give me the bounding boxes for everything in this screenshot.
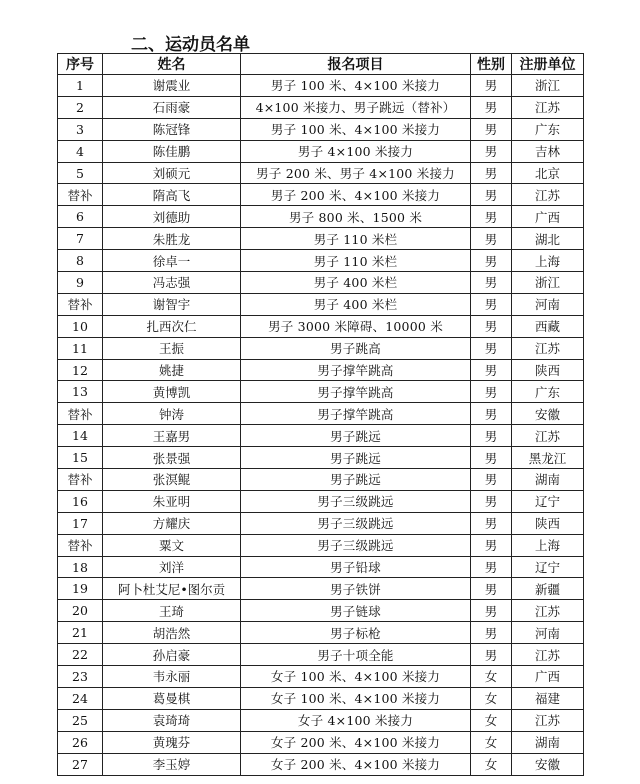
cell-name: 阿卜杜艾尼•图尔贡 (103, 578, 241, 600)
cell-unit: 广东 (512, 118, 584, 140)
cell-number: 19 (58, 578, 103, 600)
cell-event: 男子 800 米、1500 米 (241, 206, 471, 228)
cell-sex: 女 (471, 753, 512, 775)
cell-number: 17 (58, 512, 103, 534)
section-title: 二、运动员名单 (131, 35, 250, 55)
cell-event: 男子三级跳远 (241, 512, 471, 534)
cell-sex: 男 (471, 490, 512, 512)
cell-event: 男子 400 米栏 (241, 293, 471, 315)
cell-unit: 江苏 (512, 96, 584, 118)
cell-sex: 男 (471, 272, 512, 294)
cell-name: 王嘉男 (103, 425, 241, 447)
cell-number: 3 (58, 118, 103, 140)
cell-name: 王振 (103, 337, 241, 359)
cell-number: 9 (58, 272, 103, 294)
table-row (58, 272, 584, 294)
cell-sex: 男 (471, 184, 512, 206)
cell-name: 孙启豪 (103, 644, 241, 666)
cell-event: 男子 110 米栏 (241, 250, 471, 272)
cell-number: 25 (58, 709, 103, 731)
cell-event: 女子 100 米、4×100 米接力 (241, 666, 471, 688)
cell-sex: 男 (471, 118, 512, 140)
cell-sex: 男 (471, 206, 512, 228)
table-row (58, 184, 584, 206)
cell-unit: 新疆 (512, 578, 584, 600)
cell-event: 男子撑竿跳高 (241, 381, 471, 403)
cell-unit: 湖北 (512, 228, 584, 250)
cell-name: 粟文 (103, 534, 241, 556)
cell-name: 冯志强 (103, 272, 241, 294)
cell-event: 女子 200 米、4×100 米接力 (241, 753, 471, 775)
cell-event: 女子 200 米、4×100 米接力 (241, 731, 471, 753)
cell-name: 朱亚明 (103, 490, 241, 512)
cell-sex: 女 (471, 709, 512, 731)
table-row (58, 578, 584, 600)
table-row (58, 534, 584, 556)
table-row (58, 293, 584, 315)
table-row (58, 250, 584, 272)
cell-event: 女子 4×100 米接力 (241, 709, 471, 731)
cell-event: 男子 200 米、男子 4×100 米接力 (241, 162, 471, 184)
cell-event: 男子 100 米、4×100 米接力 (241, 75, 471, 97)
cell-name: 陈冠锋 (103, 118, 241, 140)
cell-sex: 男 (471, 469, 512, 491)
cell-unit: 广西 (512, 666, 584, 688)
cell-sex: 男 (471, 96, 512, 118)
cell-number: 替补 (58, 403, 103, 425)
table-row (58, 118, 584, 140)
cell-sex: 男 (471, 403, 512, 425)
table-row (58, 731, 584, 753)
cell-number: 10 (58, 315, 103, 337)
cell-event: 男子跳远 (241, 425, 471, 447)
cell-event: 男子 200 米、4×100 米接力 (241, 184, 471, 206)
table-row (58, 644, 584, 666)
cell-unit: 江苏 (512, 644, 584, 666)
cell-number: 18 (58, 556, 103, 578)
cell-number: 1 (58, 75, 103, 97)
cell-name: 徐卓一 (103, 250, 241, 272)
cell-sex: 男 (471, 140, 512, 162)
cell-sex: 女 (471, 666, 512, 688)
cell-unit: 北京 (512, 162, 584, 184)
cell-number: 2 (58, 96, 103, 118)
cell-name: 钟涛 (103, 403, 241, 425)
table-row (58, 337, 584, 359)
cell-event: 男子 3000 米障碍、10000 米 (241, 315, 471, 337)
cell-sex: 男 (471, 250, 512, 272)
cell-event: 男子 400 米栏 (241, 272, 471, 294)
cell-name: 方耀庆 (103, 512, 241, 534)
table-row (58, 490, 584, 512)
cell-unit: 江苏 (512, 600, 584, 622)
cell-name: 陈佳鹏 (103, 140, 241, 162)
table-body (58, 75, 584, 776)
header-sex: 性别 (471, 54, 512, 75)
cell-sex: 男 (471, 425, 512, 447)
cell-number: 15 (58, 447, 103, 469)
cell-sex: 男 (471, 600, 512, 622)
cell-event: 男子 100 米、4×100 米接力 (241, 118, 471, 140)
cell-unit: 黑龙江 (512, 447, 584, 469)
cell-unit: 辽宁 (512, 556, 584, 578)
cell-event: 男子铅球 (241, 556, 471, 578)
cell-sex: 男 (471, 337, 512, 359)
cell-unit: 辽宁 (512, 490, 584, 512)
cell-unit: 陕西 (512, 359, 584, 381)
table-row (58, 753, 584, 775)
cell-unit: 西藏 (512, 315, 584, 337)
cell-event: 男子 110 米栏 (241, 228, 471, 250)
cell-event: 男子三级跳远 (241, 490, 471, 512)
cell-sex: 男 (471, 228, 512, 250)
cell-event: 男子三级跳远 (241, 534, 471, 556)
cell-name: 朱胜龙 (103, 228, 241, 250)
cell-unit: 湖南 (512, 731, 584, 753)
cell-number: 23 (58, 666, 103, 688)
cell-event: 男子跳远 (241, 447, 471, 469)
cell-sex: 男 (471, 359, 512, 381)
cell-name: 石雨豪 (103, 96, 241, 118)
header-number: 序号 (58, 54, 103, 75)
cell-unit: 江苏 (512, 709, 584, 731)
table-row (58, 75, 584, 97)
cell-sex: 男 (471, 75, 512, 97)
cell-name: 刘硕元 (103, 162, 241, 184)
cell-number: 11 (58, 337, 103, 359)
cell-name: 韦永丽 (103, 666, 241, 688)
table-row (58, 666, 584, 688)
cell-name: 姚捷 (103, 359, 241, 381)
cell-number: 26 (58, 731, 103, 753)
cell-unit: 广西 (512, 206, 584, 228)
header-event: 报名项目 (241, 54, 471, 75)
cell-number: 替补 (58, 534, 103, 556)
cell-name: 刘洋 (103, 556, 241, 578)
table-row (58, 600, 584, 622)
cell-name: 谢智宇 (103, 293, 241, 315)
cell-name: 胡浩然 (103, 622, 241, 644)
cell-name: 黄瑰芬 (103, 731, 241, 753)
cell-sex: 男 (471, 447, 512, 469)
header-name: 姓名 (103, 54, 241, 75)
cell-name: 隋高飞 (103, 184, 241, 206)
cell-number: 替补 (58, 184, 103, 206)
cell-unit: 吉林 (512, 140, 584, 162)
cell-number: 13 (58, 381, 103, 403)
cell-name: 黄博凯 (103, 381, 241, 403)
table-row (58, 556, 584, 578)
cell-unit: 河南 (512, 293, 584, 315)
cell-unit: 广东 (512, 381, 584, 403)
cell-number: 12 (58, 359, 103, 381)
athlete-roster-table (57, 53, 584, 776)
cell-unit: 浙江 (512, 272, 584, 294)
cell-unit: 安徽 (512, 403, 584, 425)
cell-name: 李玉婷 (103, 753, 241, 775)
table-header-row (58, 54, 584, 75)
cell-unit: 上海 (512, 250, 584, 272)
cell-sex: 男 (471, 556, 512, 578)
table-row (58, 162, 584, 184)
table-row (58, 315, 584, 337)
cell-unit: 上海 (512, 534, 584, 556)
cell-number: 24 (58, 687, 103, 709)
table-row (58, 359, 584, 381)
cell-sex: 男 (471, 512, 512, 534)
cell-number: 替补 (58, 469, 103, 491)
table-row (58, 447, 584, 469)
cell-unit: 安徽 (512, 753, 584, 775)
cell-number: 8 (58, 250, 103, 272)
cell-number: 4 (58, 140, 103, 162)
cell-event: 女子 100 米、4×100 米接力 (241, 687, 471, 709)
cell-number: 7 (58, 228, 103, 250)
cell-event: 4×100 米接力、男子跳远（替补） (241, 96, 471, 118)
cell-number: 5 (58, 162, 103, 184)
cell-sex: 男 (471, 622, 512, 644)
cell-sex: 女 (471, 687, 512, 709)
cell-sex: 男 (471, 315, 512, 337)
cell-number: 16 (58, 490, 103, 512)
cell-event: 男子跳远 (241, 469, 471, 491)
cell-sex: 男 (471, 644, 512, 666)
cell-unit: 河南 (512, 622, 584, 644)
cell-number: 6 (58, 206, 103, 228)
cell-name: 袁琦琦 (103, 709, 241, 731)
cell-unit: 江苏 (512, 337, 584, 359)
table-row (58, 709, 584, 731)
cell-name: 谢震业 (103, 75, 241, 97)
cell-number: 替补 (58, 293, 103, 315)
cell-name: 王琦 (103, 600, 241, 622)
table-row (58, 469, 584, 491)
cell-unit: 福建 (512, 687, 584, 709)
cell-sex: 男 (471, 381, 512, 403)
cell-number: 14 (58, 425, 103, 447)
cell-unit: 浙江 (512, 75, 584, 97)
cell-event: 男子撑竿跳高 (241, 359, 471, 381)
cell-event: 男子 4×100 米接力 (241, 140, 471, 162)
cell-event: 男子链球 (241, 600, 471, 622)
table-row (58, 687, 584, 709)
cell-unit: 江苏 (512, 425, 584, 447)
cell-event: 男子标枪 (241, 622, 471, 644)
table-row (58, 96, 584, 118)
cell-number: 20 (58, 600, 103, 622)
table-row (58, 140, 584, 162)
cell-name: 扎西次仁 (103, 315, 241, 337)
table-row (58, 381, 584, 403)
table-row (58, 403, 584, 425)
cell-name: 葛曼棋 (103, 687, 241, 709)
table-row (58, 425, 584, 447)
cell-event: 男子跳高 (241, 337, 471, 359)
table-row (58, 512, 584, 534)
cell-sex: 男 (471, 534, 512, 556)
cell-name: 张溟鲲 (103, 469, 241, 491)
cell-number: 21 (58, 622, 103, 644)
cell-event: 男子十项全能 (241, 644, 471, 666)
cell-unit: 陕西 (512, 512, 584, 534)
cell-sex: 男 (471, 162, 512, 184)
cell-name: 刘德助 (103, 206, 241, 228)
cell-sex: 男 (471, 578, 512, 600)
cell-number: 27 (58, 753, 103, 775)
table-row (58, 228, 584, 250)
cell-unit: 江苏 (512, 184, 584, 206)
table-row (58, 206, 584, 228)
cell-event: 男子撑竿跳高 (241, 403, 471, 425)
cell-sex: 女 (471, 731, 512, 753)
cell-event: 男子铁饼 (241, 578, 471, 600)
table-row (58, 622, 584, 644)
cell-sex: 男 (471, 293, 512, 315)
cell-number: 22 (58, 644, 103, 666)
header-unit: 注册单位 (512, 54, 584, 75)
cell-name: 张景强 (103, 447, 241, 469)
cell-unit: 湖南 (512, 469, 584, 491)
